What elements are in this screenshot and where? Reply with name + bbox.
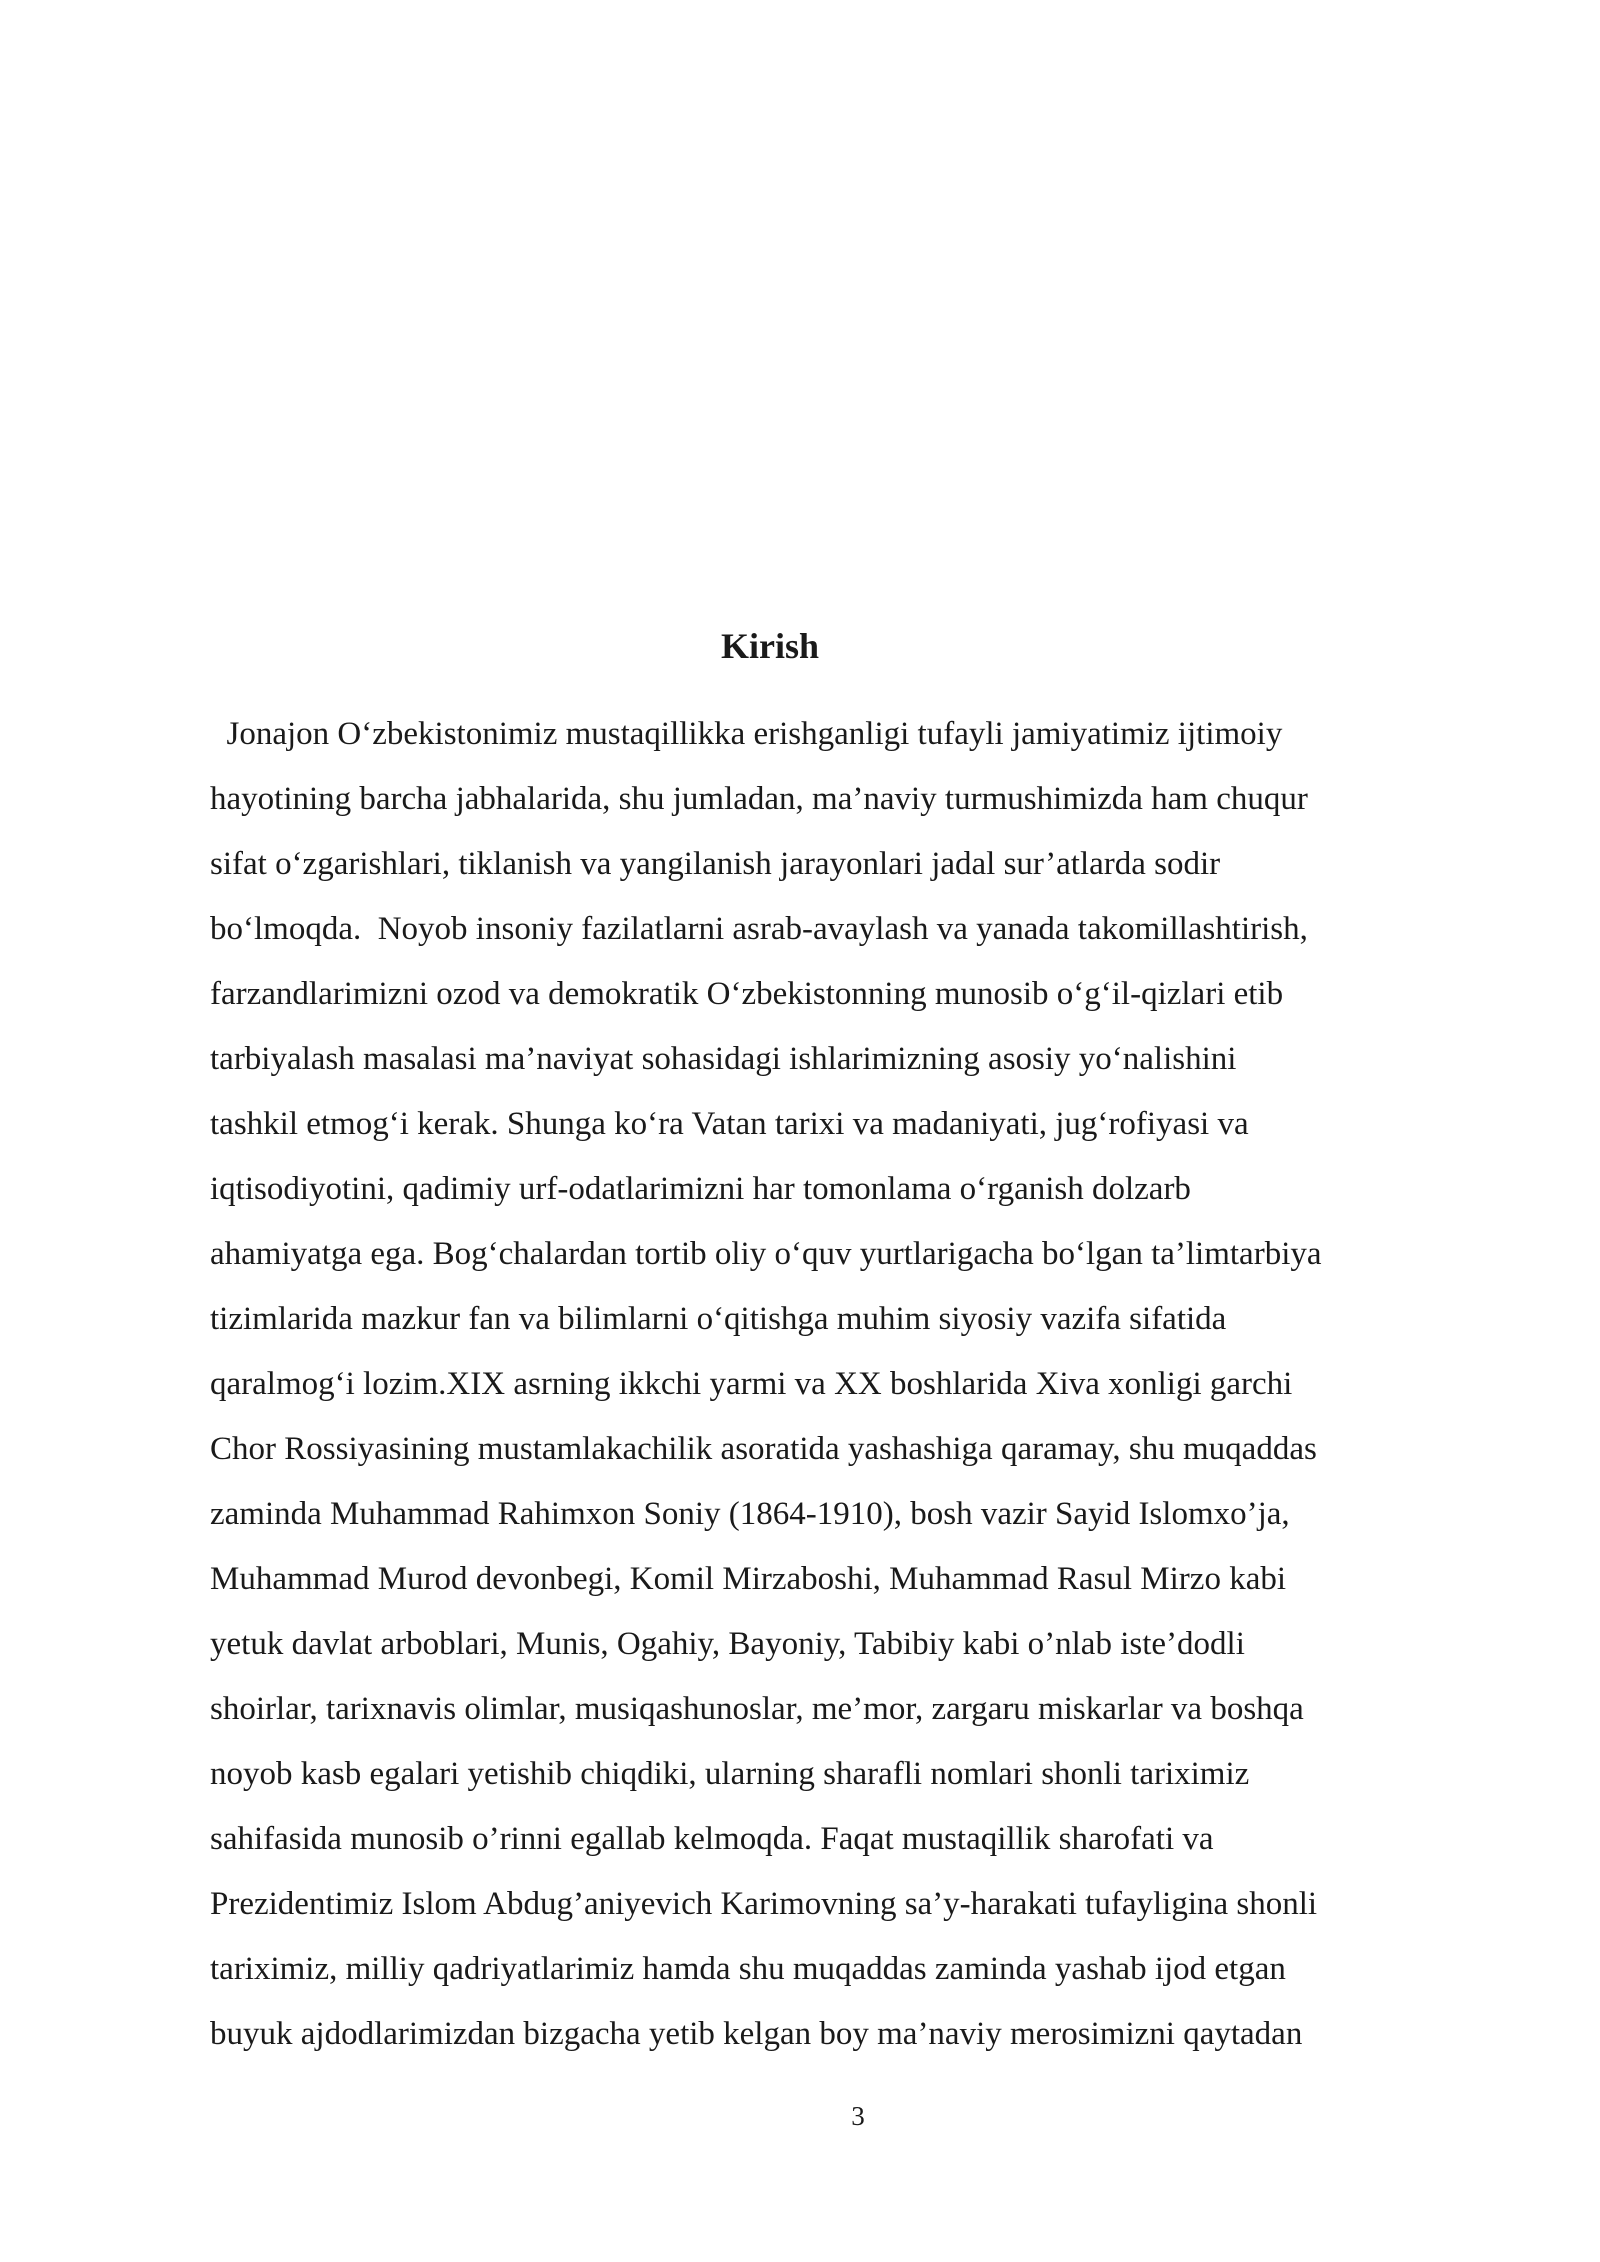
text-line: Muhammad Murod devonbegi, Komil Mirzaboshi, Muhammad Rasul Mirzo kabi bbox=[210, 1561, 1287, 1597]
text-line: ahamiyatga ega. Bog‘chalardan tortib oliy o‘quv yurtlarigacha bo‘lgan ta’limtarbiya bbox=[210, 1236, 1322, 1272]
text-line: tizimlarida mazkur fan va bilimlarni o‘qitishga muhim siyosiy vazifa sifatida bbox=[210, 1301, 1227, 1337]
text-line: tariximiz, milliy qadriyatlarimiz hamda shu muqaddas zaminda yashab ijod etgan bbox=[210, 1951, 1286, 1987]
text-line: yetuk davlat arboblari, Munis, Ogahiy, Bayoniy, Tabibiy kabi o’nlab iste’dodli bbox=[210, 1626, 1245, 1662]
text-line: shoirlar, tarixnavis olimlar, musiqashunoslar, me’mor, zargaru miskarlar va boshqa bbox=[210, 1691, 1304, 1727]
text-line: hayotining barcha jabhalarida, shu jumladan, ma’naviy turmushimizda ham chuqur bbox=[210, 781, 1308, 817]
text-line: farzandlarimizni ozod va demokratik O‘zbekistonning munosib o‘g‘il-qizlari etib bbox=[210, 976, 1284, 1012]
body-paragraph bbox=[210, 702, 1510, 2067]
section-heading: Kirish bbox=[720, 626, 819, 666]
text-line: tarbiyalash masalasi ma’naviyat sohasidagi ishlarimizning asosiy yo‘nalishini bbox=[210, 1041, 1237, 1077]
text-line: sifat o‘zgarishlari, tiklanish va yangilanish jarayonlari jadal sur’atlarda sodir bbox=[210, 846, 1221, 882]
text-line: iqtisodiyotini, qadimiy urf-odatlarimizni har tomonlama o‘rganish dolzarb bbox=[210, 1171, 1191, 1207]
text-line: Chor Rossiyasining mustamlakachilik asoratida yashashiga qaramay, shu muqaddas bbox=[210, 1431, 1317, 1467]
text-line: bo‘lmoqda. Noyob insoniy fazilatlarni asrab-avaylash va yanada takomillashtirish, bbox=[210, 911, 1308, 947]
text-line: buyuk ajdodlarimizdan bizgacha yetib kelgan boy ma’naviy merosimizni qaytadan bbox=[210, 2016, 1303, 2052]
page-number: 3 bbox=[851, 2101, 865, 2131]
text-line: Prezidentimiz Islom Abdug’aniyevich Karimovning sa’y-harakati tufayligina shonli bbox=[210, 1886, 1318, 1922]
text-line: sahifasida munosib o’rinni egallab kelmoqda. Faqat mustaqillik sharofati va bbox=[210, 1821, 1214, 1857]
text-line: tashkil etmog‘i kerak. Shunga ko‘ra Vatan tarixi va madaniyati, jug‘rofiyasi va bbox=[210, 1106, 1249, 1142]
text-line: zaminda Muhammad Rahimxon Soniy (1864-1910), bosh vazir Sayid Islomxo’ja, bbox=[210, 1496, 1290, 1532]
text-line: Jonajon O‘zbekistonimiz mustaqillikka erishganligi tufayli jamiyatimiz ijtimoiy bbox=[210, 716, 1283, 752]
text-line: noyob kasb egalari yetishib chiqdiki, ularning sharafli nomlari shonli tariximiz bbox=[210, 1756, 1250, 1792]
text-line: qaralmog‘i lozim.XIX asrning ikkchi yarmi va XX boshlarida Xiva xonligi garchi bbox=[210, 1366, 1293, 1402]
